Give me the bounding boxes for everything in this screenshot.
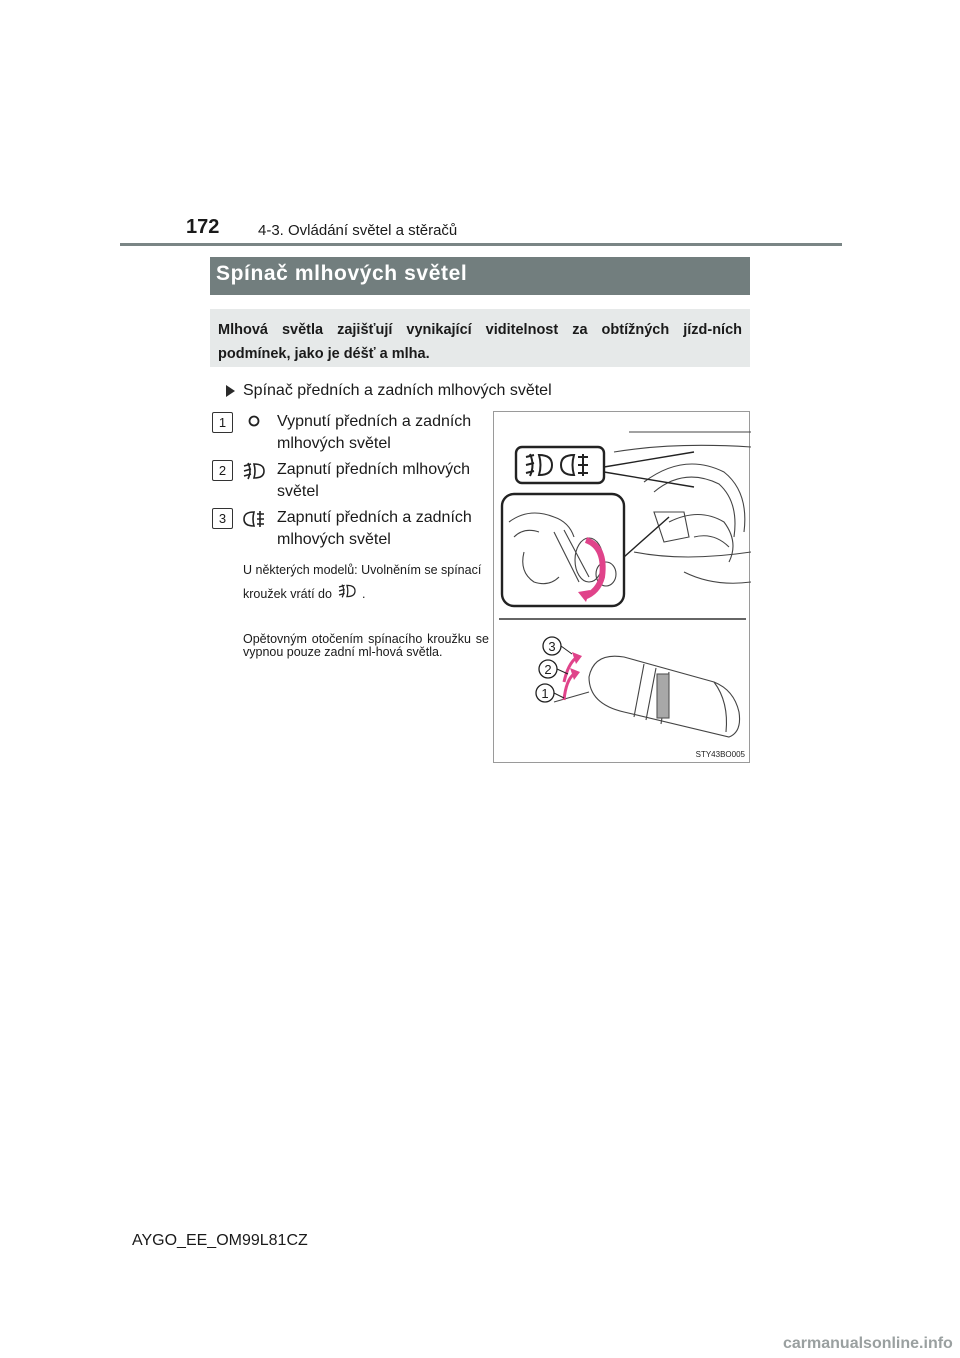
off-circle-icon [233,411,275,435]
page-number: 172 [186,216,220,238]
front-fog-light-icon [338,583,356,607]
item-number-badge: 1 [212,412,233,433]
header-divider [120,243,842,246]
fog-switch-stalk-drawing [554,656,740,737]
note-text-end: . [361,587,366,601]
callout-1: 1 [541,686,549,701]
item-number-badge: 2 [212,460,233,481]
list-item-2 [212,459,477,503]
figure-code: STY43BO005 [695,750,745,759]
banner-title: Spínač mlhových světel [216,262,468,285]
watermark: carmanualsonline.info [783,1335,953,1352]
intro-box [210,309,750,367]
callout-3: 3 [548,639,556,654]
rear-fog-light-icon [233,507,275,531]
callout-2: 2 [544,662,552,677]
front-fog-light-icon [233,459,275,483]
list-item-1 [212,411,477,455]
fog-symbols-callout [516,447,694,487]
subheading [226,382,552,400]
steering-wheel-drawing [614,432,751,583]
intro-text: Mlhová světla zajišťují vynikající viditelnost za obtížných jízd-ních podmínek, jako je déšť a mlha. [218,322,742,362]
subheading-text: Spínač předních a zadních mlhových světel [243,382,552,399]
item-text: Zapnutí předních mlhových světel [277,461,470,500]
section-title: 4-3. Ovládání světel a stěračů [258,222,458,239]
hand-rotating-switch-drawing [502,494,669,606]
section-banner [210,257,750,295]
list-item-3 [212,507,477,551]
item-text: Zapnutí předních a zadních mlhových světel [277,509,472,548]
note-return [243,558,489,607]
footer-doc-code: AYGO_EE_OM99L81CZ [132,1232,308,1249]
fog-switch-illustration [493,411,750,763]
note-text: U některých modelů: Uvolněním se spínací kroužek vrátí do [243,563,482,601]
item-text: Vypnutí předních a zadních mlhových světel [277,413,472,452]
note-rear-off: Opětovným otočením spínacího kroužku se vypnou pouze zadní ml-hová světla. [243,632,489,659]
triangle-bullet-icon [226,385,235,397]
item-number-badge: 3 [212,508,233,529]
